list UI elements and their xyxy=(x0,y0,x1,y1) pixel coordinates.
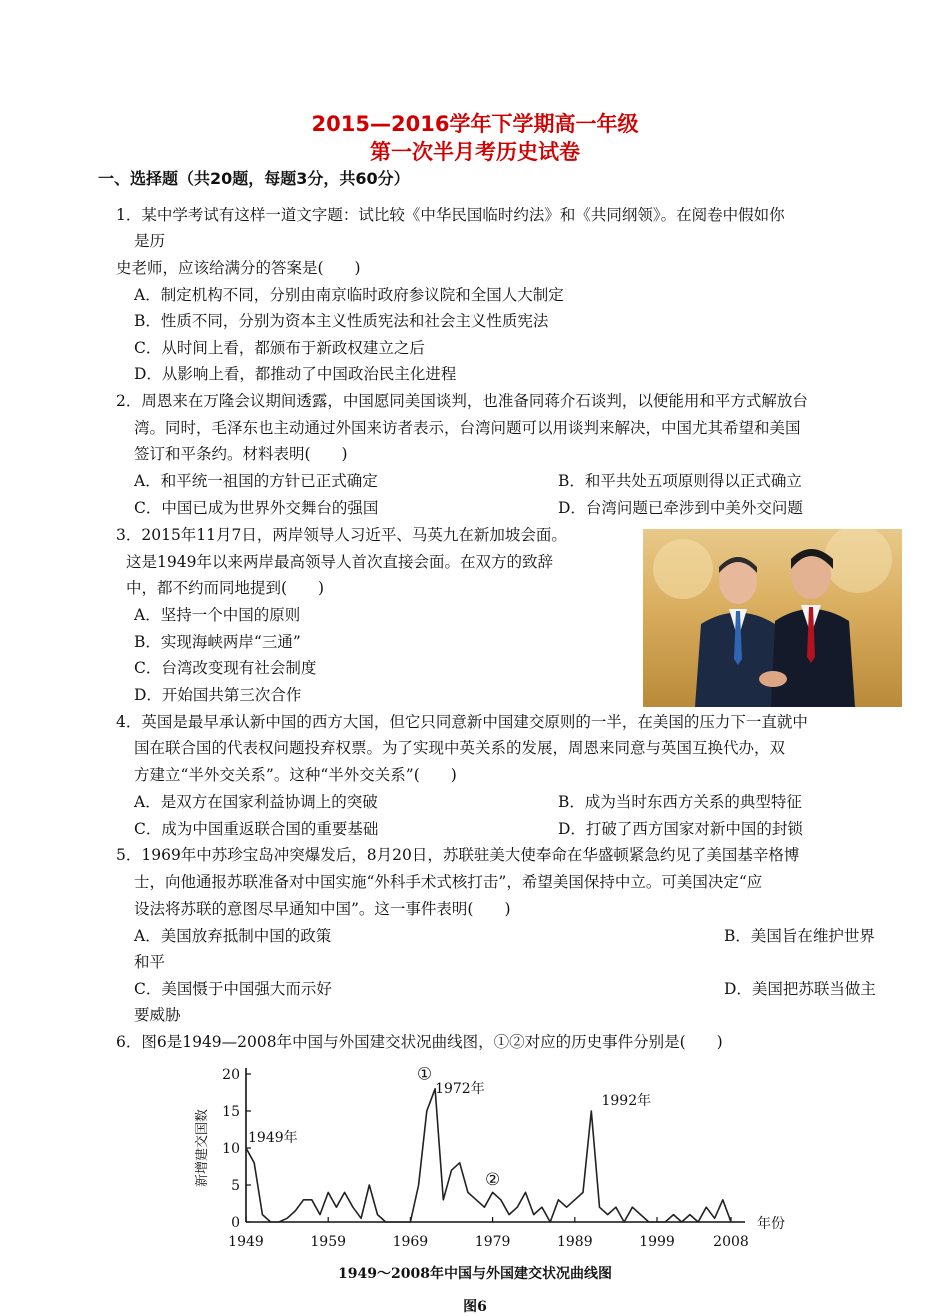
q1-option-b: B．性质不同，分别为资本主义性质宪法和社会主义性质宪法 xyxy=(134,312,549,330)
q1-line-1: 1．某中学考试有这样一道文字题：试比较《中华民国临时约法》和《共同纲领》。在阅卷中假如你 xyxy=(116,206,785,224)
q1-option-d: D．从影响上看，都推动了中国政治民主化进程 xyxy=(134,365,457,383)
q3-line-3: 中，都不约而同地提到( ) xyxy=(126,579,325,597)
q3-option-d: D．开始国共第三次合作 xyxy=(134,686,302,704)
q2-option-d: D．台湾问题已牵涉到中美外交问题 xyxy=(558,499,803,517)
q1-line-2: 是历 xyxy=(134,232,166,250)
q2-option-c: C．中国已成为世界外交舞台的强国 xyxy=(134,499,379,517)
annotation-label: 1992年 xyxy=(601,1093,652,1109)
marker-1: ① xyxy=(416,1064,433,1085)
x-tick-label: 1959 xyxy=(310,1234,347,1250)
q1-line-3: 史老师，应该给满分的答案是( ) xyxy=(116,259,361,277)
q3-line-2: 这是1949年以来两岸最高领导人首次直接会面。在双方的致辞 xyxy=(126,553,553,571)
chart-title: 1949～2008年中国与外国建交状况曲线图 xyxy=(338,1266,612,1282)
q5-option-a: A．美国放弃抵制中国的政策 xyxy=(134,927,332,945)
y-tick-label: 15 xyxy=(222,1104,240,1120)
handshake-illustration xyxy=(643,529,902,707)
x-tick-label: 1969 xyxy=(392,1234,429,1250)
y-tick-label: 0 xyxy=(231,1215,240,1231)
x-tick-label: 1989 xyxy=(556,1234,593,1250)
q3-option-b: B．实现海峡两岸“三通” xyxy=(134,633,301,651)
figure-label: 图6 xyxy=(463,1299,487,1315)
annotation-label: 1972年 xyxy=(435,1080,485,1097)
diplomatic-relations-line-chart xyxy=(0,1056,950,1316)
q1-option-c: C．从时间上看，都颁布于新政权建立之后 xyxy=(134,339,425,357)
q5-option-b: B．美国旨在维护世界 xyxy=(724,927,875,945)
q4-option-b: B．成为当时东西方关系的典型特征 xyxy=(558,793,802,811)
q2-option-a: A．和平统一祖国的方针已正式确定 xyxy=(134,472,378,490)
exam-title-line2: 第一次半月考历史试卷 xyxy=(370,140,580,164)
x-tick-label: 1949 xyxy=(228,1234,264,1250)
leaders-handshake-photo xyxy=(643,529,902,707)
q3-option-a: A．坚持一个中国的原则 xyxy=(134,606,301,624)
y-tick-label: 20 xyxy=(222,1067,240,1083)
q2-line-3: 签订和平条约。材料表明( ) xyxy=(134,445,348,463)
exam-title-line1: 2015—2016学年下学期高一年级 xyxy=(311,112,639,136)
q5-option-b-wrap: 和平 xyxy=(134,953,166,971)
q2-line-2: 湾。同时，毛泽东也主动通过外国来访者表示，台湾问题可以用谈判来解决，中国尤其希望和美国 xyxy=(134,419,801,437)
annotation-label: 1949年 xyxy=(248,1130,298,1146)
x-tick-label: 2008 xyxy=(713,1234,749,1250)
marker-2: ② xyxy=(484,1170,501,1190)
q5-line-1: 5．1969年中苏珍宝岛冲突爆发后，8月20日，苏联驻美大使奉命在华盛顿紧急约见了美国基辛格博 xyxy=(116,846,800,864)
q6-line-1: 6．图6是1949—2008年中国与外国建交状况曲线图，①②对应的历史事件分别是( ) xyxy=(116,1033,723,1051)
q2-option-b: B．和平共处五项原则得以正式确立 xyxy=(558,472,802,490)
y-axis-label: 新增建交国数 xyxy=(195,1108,210,1188)
q3-line-1: 3．2015年11月7日，两岸领导人习近平、马英九在新加坡会面。 xyxy=(116,526,567,544)
q3-option-c: C．台湾改变现有社会制度 xyxy=(134,659,317,677)
q5-line-3: 设法将苏联的意图尽早通知中国”。这一事件表明( ) xyxy=(134,900,511,918)
q2-line-1: 2．周恩来在万隆会议期间透露，中国愿同美国谈判，也准备同蒋介石谈判，以便能用和平方式解放台 xyxy=(116,392,808,410)
x-axis-label: 年份 xyxy=(757,1216,785,1232)
q1-option-a: A．制定机构不同，分别由南京临时政府参议院和全国人大制定 xyxy=(134,286,564,304)
q4-option-c: C．成为中国重返联合国的重要基础 xyxy=(134,820,379,838)
q4-option-a: A．是双方在国家利益协调上的突破 xyxy=(134,793,378,811)
x-tick-label: 1999 xyxy=(639,1234,675,1250)
y-tick-label: 5 xyxy=(231,1178,240,1194)
q4-line-3: 方建立“半外交关系”。这种“半外交关系”( ) xyxy=(134,766,457,784)
q5-line-2: 士，向他通报苏联准备对中国实施“外科手术式核打击”，希望美国保持中立。可美国决定“应 xyxy=(134,873,763,891)
q5-option-d-wrap: 要威胁 xyxy=(134,1006,181,1024)
x-tick-label: 1979 xyxy=(474,1234,511,1250)
q4-line-1: 4．英国是最早承认新中国的西方大国，但它只同意新中国建交原则的一半，在美国的压力下一直就中 xyxy=(116,713,808,731)
q5-option-d: D．美国把苏联当做主 xyxy=(724,980,876,998)
section-heading: 一、选择题（共20题，每题3分，共60分） xyxy=(98,169,410,188)
series-line xyxy=(246,1089,731,1222)
q4-line-2: 国在联合国的代表权问题投弃权票。为了实现中英关系的发展，周恩来同意与英国互换代办，双 xyxy=(134,739,786,757)
q5-option-c: C．美国慑于中国强大而示好 xyxy=(134,980,332,998)
y-tick-label: 10 xyxy=(222,1141,240,1157)
q4-option-d: D．打破了西方国家对新中国的封锁 xyxy=(558,820,803,838)
